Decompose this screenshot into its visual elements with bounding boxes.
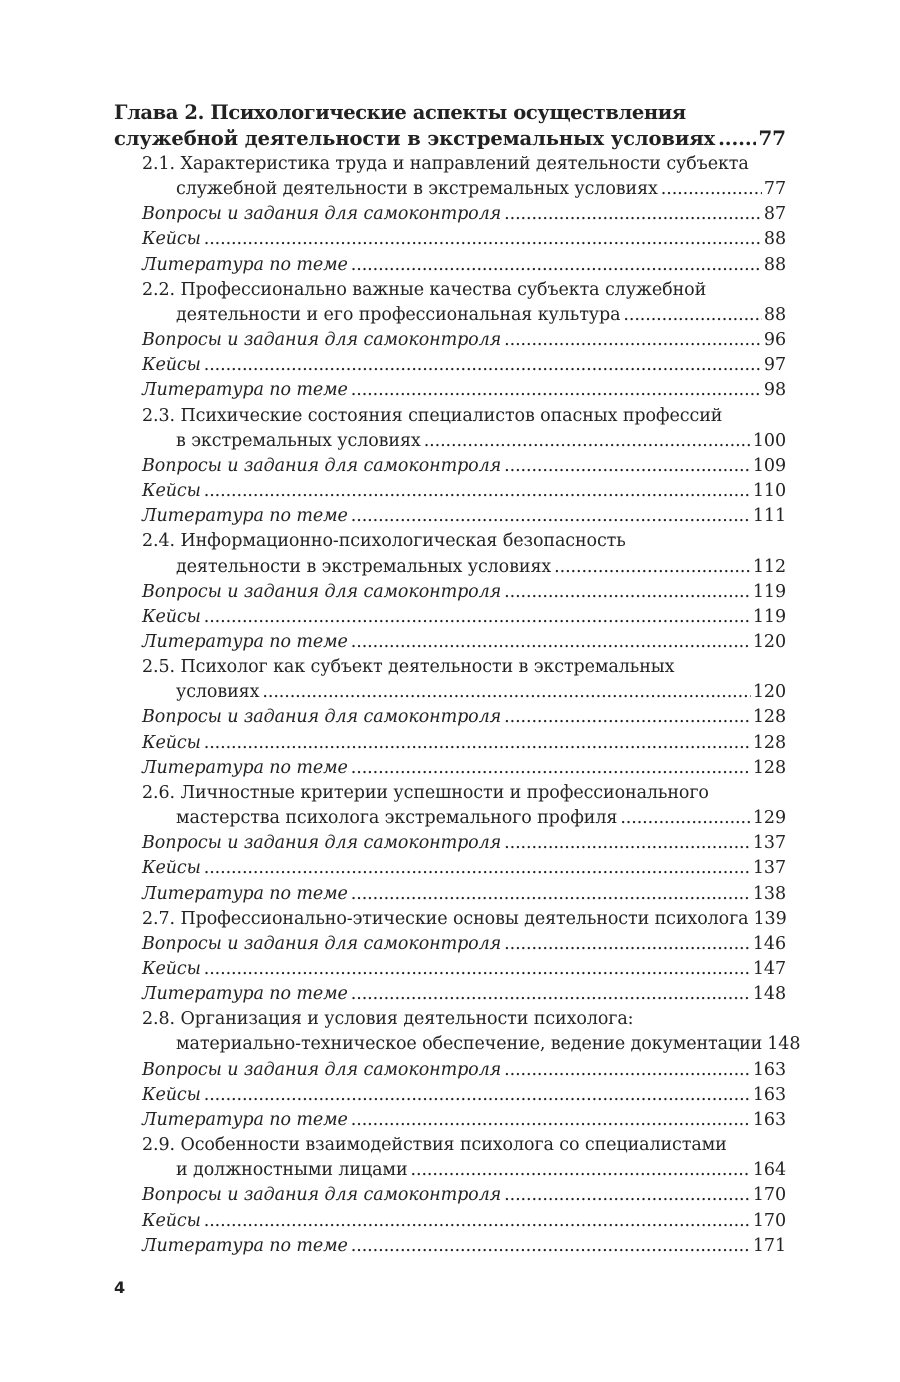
cases-entry-text: Кейсы bbox=[142, 229, 201, 250]
section-title-page: 139 bbox=[753, 908, 787, 929]
questions-entry-text: Вопросы и задания для самоконтроля bbox=[142, 455, 502, 476]
literature-entry bbox=[114, 253, 786, 278]
literature-entry-text: Литература по теме bbox=[142, 506, 348, 527]
toc-section bbox=[114, 907, 786, 1008]
cases-entry-text: Кейсы bbox=[142, 858, 201, 879]
section-title-line1: 2.4. Информационно-психологическая безопасность bbox=[142, 531, 626, 552]
toc-section bbox=[114, 781, 786, 907]
dot-leader bbox=[204, 605, 751, 630]
questions-entry-text: Вопросы и задания для самоконтроля bbox=[142, 581, 502, 602]
questions-entry-page: 146 bbox=[752, 933, 786, 954]
section-title-text: 2.7. Профессионально-этические основы деятельности психолога bbox=[142, 908, 749, 929]
literature-entry bbox=[114, 982, 786, 1007]
dot-leader bbox=[351, 378, 762, 403]
literature-entry bbox=[114, 756, 786, 781]
questions-entry-page: 119 bbox=[752, 581, 786, 602]
section-title-line2-text: в экстремальных условиях bbox=[176, 430, 421, 451]
section-title-line2-page: 164 bbox=[752, 1160, 786, 1181]
toc-section bbox=[114, 404, 786, 530]
section-title-line2-text: условиях bbox=[176, 682, 260, 703]
dot-leader bbox=[504, 202, 762, 227]
literature-entry-page: 163 bbox=[752, 1109, 786, 1130]
literature-entry-page: 128 bbox=[752, 757, 786, 778]
literature-entry-text: Литература по теме bbox=[142, 883, 348, 904]
toc-section bbox=[114, 278, 786, 404]
chapter-title-line1: Глава 2. Психологические аспекты осуществления bbox=[114, 101, 686, 124]
section-title-line2-page: 100 bbox=[752, 430, 786, 451]
dot-leader bbox=[351, 1108, 751, 1133]
dot-leader bbox=[204, 856, 751, 881]
questions-entry-text: Вопросы и задания для самоконтроля bbox=[142, 707, 502, 728]
questions-entry-text: Вопросы и задания для самоконтроля bbox=[142, 933, 502, 954]
cases-entry bbox=[114, 227, 786, 252]
dot-leader bbox=[204, 227, 762, 252]
section-title-line2-text: мастерства психолога экстремального профиля bbox=[176, 808, 618, 829]
dot-leader bbox=[504, 454, 751, 479]
section-title-line2-page: 77 bbox=[763, 179, 786, 200]
questions-entry bbox=[114, 580, 786, 605]
section-title-line2 bbox=[114, 806, 786, 831]
questions-entry-text: Вопросы и задания для самоконтроля bbox=[142, 833, 502, 854]
literature-entry-text: Литература по теме bbox=[142, 631, 348, 652]
dot-leader bbox=[504, 1058, 751, 1083]
cases-entry-page: 110 bbox=[752, 481, 786, 502]
cases-entry bbox=[114, 1209, 786, 1234]
cases-entry-page: 119 bbox=[752, 606, 786, 627]
section-title-line2 bbox=[114, 177, 786, 202]
section-title-line1: 2.3. Психические состояния специалистов опасных профессий bbox=[142, 405, 723, 426]
literature-entry-page: 111 bbox=[752, 506, 786, 527]
literature-entry-text: Литература по теме bbox=[142, 380, 348, 401]
dot-leader bbox=[424, 429, 751, 454]
questions-entry bbox=[114, 831, 786, 856]
questions-entry-page: 109 bbox=[752, 455, 786, 476]
questions-entry bbox=[114, 1183, 786, 1208]
dot-leader bbox=[504, 1183, 751, 1208]
dot-leader bbox=[623, 303, 762, 328]
literature-entry-text: Литература по теме bbox=[142, 757, 348, 778]
cases-entry bbox=[114, 856, 786, 881]
chapter-title-line2 bbox=[114, 126, 786, 151]
section-title-line2 bbox=[114, 1158, 786, 1183]
dot-leader bbox=[351, 1234, 751, 1259]
section-title-line2-text: деятельности и его профессиональная культура bbox=[176, 304, 621, 325]
section-title-line2-page: 120 bbox=[752, 682, 786, 703]
cases-entry-text: Кейсы bbox=[142, 606, 201, 627]
questions-entry-page: 96 bbox=[763, 330, 786, 351]
questions-entry-text: Вопросы и задания для самоконтроля bbox=[142, 204, 502, 225]
section-title-line2-text: материально-техническое обеспечение, ведение документации bbox=[176, 1034, 763, 1055]
chapter-2-heading bbox=[114, 101, 786, 151]
dot-leader bbox=[204, 731, 751, 756]
cases-entry bbox=[114, 957, 786, 982]
questions-entry-text: Вопросы и задания для самоконтроля bbox=[142, 1185, 502, 1206]
toc-section bbox=[114, 1007, 801, 1133]
section-title-line2-text: служебной деятельности в экстремальных условиях bbox=[176, 179, 658, 200]
literature-entry-text: Литература по теме bbox=[142, 254, 348, 275]
questions-entry bbox=[114, 705, 786, 730]
dot-leader bbox=[504, 831, 751, 856]
dot-leader bbox=[204, 1209, 751, 1234]
toc-section bbox=[114, 152, 786, 278]
dot-leader bbox=[554, 555, 751, 580]
section-title-line1: 2.9. Особенности взаимодействия психолога со специалистами bbox=[142, 1135, 727, 1156]
cases-entry-page: 163 bbox=[752, 1084, 786, 1105]
questions-entry-page: 128 bbox=[752, 707, 786, 728]
section-title-line1: 2.8. Организация и условия деятельности психолога: bbox=[142, 1009, 634, 1030]
dot-leader bbox=[351, 756, 751, 781]
questions-entry bbox=[114, 454, 786, 479]
toc-section bbox=[114, 529, 786, 655]
cases-entry-text: Кейсы bbox=[142, 1210, 201, 1231]
cases-entry bbox=[114, 731, 786, 756]
section-title-line1: 2.2. Профессионально важные качества субъекта служебной bbox=[142, 279, 707, 300]
section-title-line1: 2.6. Личностные критерии успешности и профессионального bbox=[142, 782, 709, 803]
literature-entry-page: 148 bbox=[752, 984, 786, 1005]
section-title-line2-text: и должностными лицами bbox=[176, 1160, 408, 1181]
toc-section bbox=[114, 655, 786, 781]
questions-entry-text: Вопросы и задания для самоконтроля bbox=[142, 330, 502, 351]
cases-entry-page: 97 bbox=[763, 355, 786, 376]
dot-leader bbox=[204, 479, 751, 504]
dot-leader bbox=[661, 177, 762, 202]
dot-leader bbox=[204, 957, 751, 982]
dot-leader bbox=[351, 982, 751, 1007]
cases-entry-page: 88 bbox=[763, 229, 786, 250]
dot-leader bbox=[351, 630, 751, 655]
literature-entry-text: Литература по теме bbox=[142, 1109, 348, 1130]
cases-entry-text: Кейсы bbox=[142, 355, 201, 376]
questions-entry-page: 87 bbox=[763, 204, 786, 225]
dot-leader bbox=[204, 353, 762, 378]
literature-entry-page: 138 bbox=[752, 883, 786, 904]
cases-entry-text: Кейсы bbox=[142, 959, 201, 979]
literature-entry-page: 88 bbox=[763, 254, 786, 275]
literature-entry bbox=[114, 1108, 786, 1133]
section-list bbox=[114, 152, 801, 1259]
cases-entry bbox=[114, 353, 786, 378]
literature-entry bbox=[114, 378, 786, 403]
cases-entry-page: 137 bbox=[752, 858, 786, 879]
cases-entry-page: 170 bbox=[752, 1210, 786, 1231]
literature-entry bbox=[114, 882, 786, 907]
section-title-line2 bbox=[114, 303, 786, 328]
dot-leader bbox=[351, 504, 751, 529]
cases-entry bbox=[114, 605, 786, 630]
section-title-line2 bbox=[114, 680, 786, 705]
questions-entry-page: 163 bbox=[752, 1059, 786, 1080]
dot-leader bbox=[411, 1158, 751, 1183]
section-title-line2-page: 112 bbox=[752, 556, 786, 577]
toc-section bbox=[114, 1133, 786, 1259]
chapter-page-number: 77 bbox=[758, 125, 786, 150]
dot-leader bbox=[204, 1083, 751, 1108]
section-title-line2 bbox=[114, 429, 786, 454]
cases-entry bbox=[114, 479, 786, 504]
dot-leader bbox=[620, 806, 751, 831]
questions-entry bbox=[114, 328, 786, 353]
dot-leader bbox=[504, 580, 751, 605]
section-title-line2 bbox=[114, 555, 786, 580]
section-title-line2-page: 148 bbox=[767, 1034, 801, 1055]
literature-entry-page: 171 bbox=[752, 1235, 786, 1256]
questions-entry-text: Вопросы и задания для самоконтроля bbox=[142, 1059, 502, 1080]
section-title-line2-page: 129 bbox=[752, 808, 786, 829]
section-title bbox=[114, 907, 786, 932]
literature-entry bbox=[114, 504, 786, 529]
questions-entry bbox=[114, 202, 786, 227]
cases-entry-text: Кейсы bbox=[142, 732, 201, 753]
dot-leader bbox=[504, 328, 762, 353]
cases-entry-text: Кейсы bbox=[142, 1084, 201, 1105]
questions-entry-page: 170 bbox=[752, 1185, 786, 1206]
literature-entry bbox=[114, 1234, 786, 1259]
dot-leader bbox=[262, 680, 751, 705]
questions-entry bbox=[114, 932, 786, 957]
questions-entry-page: 137 bbox=[752, 833, 786, 854]
literature-entry bbox=[114, 630, 786, 655]
table-of-contents bbox=[114, 101, 801, 1259]
page-number: 4 bbox=[114, 1278, 126, 1297]
dot-leader bbox=[351, 253, 762, 278]
section-title-line1: 2.1. Характеристика труда и направлений деятельности субъекта bbox=[142, 154, 749, 174]
chapter-title-line2-text: служебной деятельности в экстремальных условиях bbox=[114, 126, 716, 150]
section-title-line2 bbox=[114, 1032, 801, 1057]
cases-entry-page: 128 bbox=[752, 732, 786, 753]
section-title-line2-text: деятельности в экстремальных условиях bbox=[176, 556, 552, 577]
cases-entry bbox=[114, 1083, 786, 1108]
dot-leader bbox=[504, 705, 751, 730]
section-title-line1: 2.5. Психолог как субъект деятельности в экстремальных bbox=[142, 657, 675, 678]
literature-entry-page: 98 bbox=[763, 380, 786, 401]
literature-entry-text: Литература по теме bbox=[142, 984, 348, 1005]
dot-leader bbox=[351, 882, 751, 907]
literature-entry-page: 120 bbox=[752, 631, 786, 652]
dot-leader bbox=[718, 126, 756, 151]
dot-leader bbox=[504, 932, 751, 957]
cases-entry-page: 147 bbox=[752, 959, 786, 979]
cases-entry-text: Кейсы bbox=[142, 481, 201, 502]
section-title-line2-page: 88 bbox=[763, 304, 786, 325]
questions-entry bbox=[114, 1058, 786, 1083]
literature-entry-text: Литература по теме bbox=[142, 1235, 348, 1256]
